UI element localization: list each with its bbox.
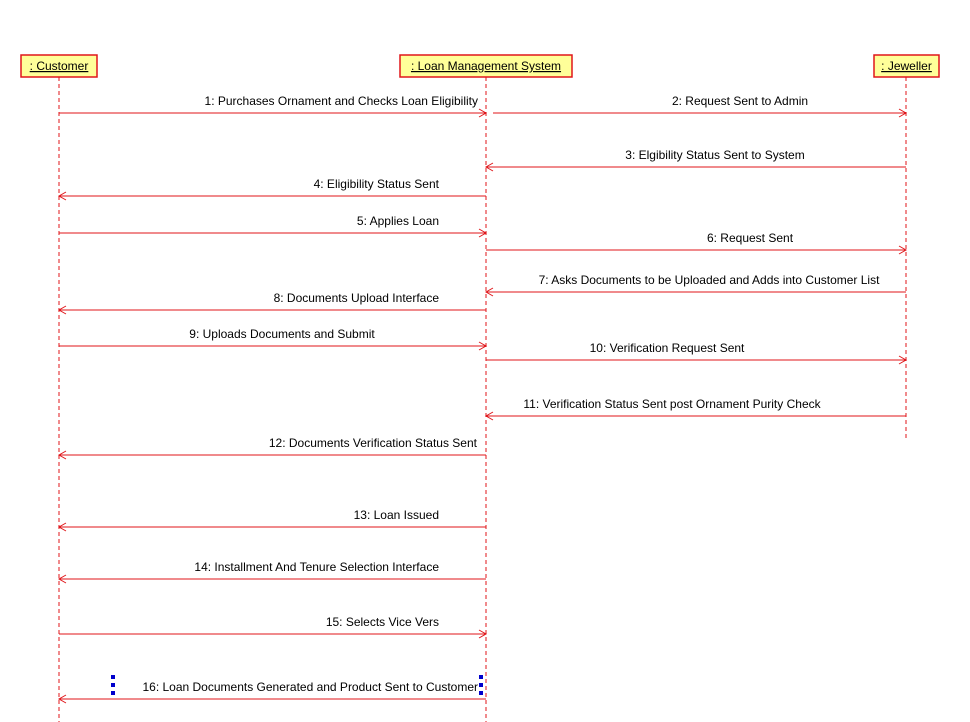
message-label-14[interactable]: 14: Installment And Tenure Selection Interface [194,560,439,574]
message-10[interactable] [486,341,906,364]
message-14[interactable] [59,560,486,583]
message-label-8[interactable]: 8: Documents Upload Interface [273,291,439,305]
message-label-5[interactable]: 5: Applies Loan [356,214,439,228]
message-label-2[interactable]: 2: Request Sent to Admin [671,94,809,108]
message-label-3[interactable]: 3: Elgibility Status Sent to System [625,148,805,162]
selection-handle[interactable] [111,683,115,687]
message-13[interactable] [59,508,486,531]
message-3[interactable] [486,148,906,171]
message-label-16[interactable]: 16: Loan Documents Generated and Product Sent to Customer [142,680,478,694]
message-label-13[interactable]: 13: Loan Issued [353,508,439,522]
message-11[interactable] [486,397,906,420]
message-8[interactable] [59,291,486,314]
object-system[interactable] [400,55,572,77]
object-jeweller[interactable] [874,55,939,77]
message-label-9[interactable]: 9: Uploads Documents and Submit [189,327,375,341]
message-9[interactable] [59,327,486,350]
message-label-4[interactable]: 4: Eligibility Status Sent [313,177,439,191]
message-5[interactable] [59,214,486,237]
message-label-6[interactable]: 6: Request Sent [706,231,794,245]
message-label-10[interactable]: 10: Verification Request Sent [589,341,745,355]
message-16[interactable] [59,675,486,703]
object-label-customer: : Customer [29,59,89,73]
message-label-1[interactable]: 1: Purchases Ornament and Checks Loan Eligibility [204,94,478,108]
message-label-11[interactable]: 11: Verification Status Sent post Ornament Purity Check [523,397,821,411]
message-label-12[interactable]: 12: Documents Verification Status Sent [268,436,477,450]
message-6[interactable] [486,231,906,254]
message-2[interactable] [493,94,906,117]
selection-handle[interactable] [111,675,115,679]
object-label-system: : Loan Management System [410,59,562,73]
message-1[interactable] [59,94,486,117]
message-label-15[interactable]: 15: Selects Vice Vers [325,615,439,629]
selection-handle[interactable] [479,691,483,695]
selection-handle[interactable] [111,691,115,695]
object-customer[interactable] [21,55,97,77]
selection-handle[interactable] [479,683,483,687]
selection-handle[interactable] [479,675,483,679]
message-7[interactable] [486,273,906,296]
object-label-jeweller: : Jeweller [881,59,932,73]
message-12[interactable] [59,436,486,459]
message-15[interactable] [59,615,486,638]
message-label-7[interactable]: 7: Asks Documents to be Uploaded and Adds into Customer List [538,273,880,287]
message-4[interactable] [59,177,486,200]
